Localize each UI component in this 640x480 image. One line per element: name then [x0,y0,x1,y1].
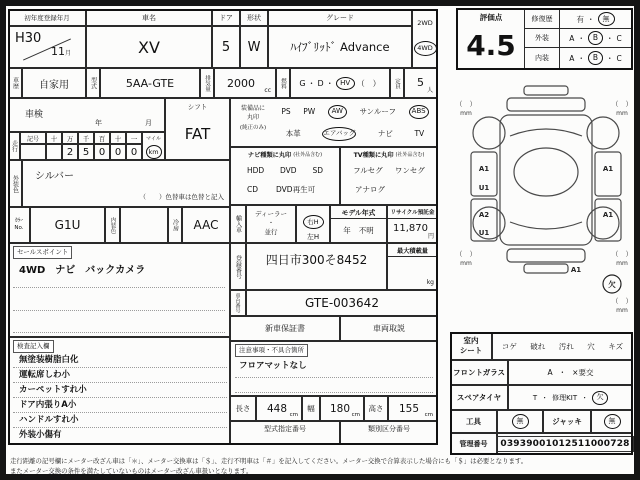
dotted-line [235,392,433,393]
fuel-dot: ・ [325,78,334,88]
evaluation-score-cell [458,10,525,68]
repair-no-circled: 無 [598,12,615,26]
first-registration-cell [8,26,86,68]
management-no-label: 管理番号 [450,433,497,455]
max-load-label: 最大積載量 [388,244,437,257]
color-no-label-line1: ｶﾗｰ [14,217,24,224]
handle-cell [296,205,330,243]
color-no-value: G1U [30,207,105,243]
height-label: 高さ [364,396,388,421]
inspection-note: 運転席しわ小 [13,368,227,383]
grade-c: C [616,33,622,43]
mileage-digit: 5 [78,144,94,160]
interior-grade-b-circled: B [588,51,603,65]
front-glass-label: フロントガラス [450,360,508,385]
dot: ・ [577,53,585,63]
equip-aw-circled: AW [328,105,347,119]
dot: ・ [577,33,585,43]
capacity-label: 定員 [390,68,404,98]
spare-tire-label: スペアタイヤ [450,385,508,410]
tv-fullseg: フルセグ [353,166,383,175]
new-car-warranty-cell: 新車保証書 [230,316,340,341]
dot: ・ [541,393,549,402]
equip-navi: ナビ [377,129,393,138]
registration-no-cell [246,243,387,290]
width-value: 180 [330,403,351,415]
import-dealer: ディーラー [255,210,287,218]
navi-type-sub: (社外品含む) [293,152,323,158]
displacement-unit: cc [264,87,271,94]
navi-type-cell [230,147,340,205]
tv-analog: アナログ [355,185,385,194]
grade-a: A [569,53,575,63]
equip-ps: PS [281,107,291,116]
tv-type-sub: (社外品含む) [395,152,425,158]
handle-left: 左H [306,233,320,242]
inspection-expiry-cell [8,98,165,132]
management-no-value: 03939001012511000728 [496,436,633,452]
seat-label-line2: シート [459,346,483,355]
shift-label: シフト [187,102,208,111]
caution-value: フロアマットなし [239,361,307,371]
rear-bumper-inner [507,249,585,262]
mileage-digit: 0 [126,144,142,160]
ac-label: 冷房 [168,207,182,243]
recycle-deposit-label: リサイクル預託金 [388,206,437,219]
equip-airbag-circled: エアバッグ [322,127,356,141]
tv-row1 [341,161,437,180]
max-load-cell [387,243,438,290]
inspection-notes-tab: 検査記入欄 [13,340,54,353]
color-no-label-line2: No. [14,225,24,231]
height-value: 155 [399,403,420,415]
exterior-color-cell [22,160,230,207]
navi-row1 [231,161,339,180]
classification-cell [340,421,438,445]
handle-right-circled: 右H [303,215,324,229]
fuel-hv-circled: HV [336,77,355,90]
dot: ・ [581,393,589,402]
recycle-deposit-unit: 円 [427,233,434,240]
inspection-notes-list [13,353,227,443]
navi-hdd: HDD [246,166,265,175]
damage-code-rf: A1 [602,165,614,173]
import-label: 輸入車 [230,205,246,243]
exterior-grade-value [560,29,631,48]
shape-value: W [240,26,268,68]
exterior-color-value: シルバー [35,171,75,182]
shift-value: FAT [184,125,211,143]
import-dealer-cell [246,205,296,243]
length-value-cell [256,396,302,421]
dotted-line [13,310,225,311]
fuel-label: 燃料 [276,68,290,98]
equipment-row1 [275,103,435,120]
seat-condition-options [492,332,633,360]
seat-burn: コゲ [501,341,517,351]
import-parallel: 並行 [264,228,278,236]
dot: ・ [587,14,595,24]
capacity-unit: 人 [426,87,433,94]
equip-sunroof: サンルーフ [359,107,396,116]
fuel-paren: （ ） [356,78,381,88]
model-year-value: 不明 [358,226,374,235]
displacement-value: 2000 [227,77,255,90]
month-number: 11 [51,45,65,58]
fuel-gasoline: G [299,78,306,88]
seat-tear: 破れ [530,341,546,351]
mileage-digit: 0 [94,144,110,160]
evaluation-score-value: 4.5 [466,28,516,62]
navi-dvd: DVD [280,166,297,175]
fuel-diesel: D [317,78,324,88]
chassis-no-label: 車台番号 [230,290,246,316]
shaken-label: 車検 [25,110,44,120]
ac-value: AAC [182,207,230,243]
management-no-cell [497,433,633,455]
color-no-label [8,207,30,243]
inspection-notes-cell [8,337,230,445]
front-bumper-outer [524,86,568,95]
rear-window-line [510,222,582,229]
navi-type-label: ナビ種類に丸印 [247,152,292,159]
equip-tv: TV [414,129,425,138]
spare-tire-options [508,385,633,410]
mileage-unit-cell [142,132,165,160]
inspection-note: 外装小傷有 [19,430,62,440]
length-value: 448 [267,403,288,415]
corner-paren-bl: （ ） [455,250,477,258]
damage-code-lf2: U1 [478,184,490,192]
footer-note-line2: またメーター交換の条件を満たしていないものはメーター改ざん車扱いとなります。 [10,467,253,475]
shaken-year-label: 年 [95,119,102,127]
navi-sd: SD [312,166,324,175]
corner-paren-br: （ ） [611,250,633,258]
equipment-row2 [275,125,435,142]
model-year-label: モデル年式 [331,206,386,219]
model-code-label: 型式 [86,68,100,98]
roof-panel [514,148,578,196]
inspection-note: ハンドルすれ小 [13,413,227,428]
equip-pw: PW [303,107,316,116]
vehicle-damage-diagram [452,72,636,334]
corner-paren-extra: （ ） [611,297,633,305]
tv-oneseg: ワンセグ [394,166,425,175]
repair-yes: 有 [576,14,584,24]
navi-cd: CD [247,185,259,194]
mileage-digit: 0 [110,144,126,160]
model-code-value: 5AA-GTE [100,68,200,98]
front-glass-options [508,360,633,385]
width-value-cell [320,396,364,421]
damage-code-rr: A1 [602,211,614,219]
inspection-note: カーペットすれ小 [13,383,227,398]
displacement-cell [214,68,276,98]
right-front-door-panel [595,152,621,196]
tv-type-label: TV種類に丸印 [353,152,394,159]
spare-repair-kit: 修理KIT [552,393,578,402]
dot: ・ [605,33,614,43]
inspection-note: 無塗装樹脂白化 [13,353,227,368]
length-label: 長さ [230,396,256,421]
mileage-digit: 2 [62,144,78,160]
mileage-digit [46,144,62,160]
width-unit: cm [351,412,360,418]
tool-none-circled: 無 [512,414,529,429]
recycle-deposit-value: 11,870 [393,223,428,234]
tool-value [497,410,543,433]
windshield-line [510,129,582,136]
capacity-cell [404,68,438,98]
sales-point-cell [8,243,230,337]
model-year-unit: 年 [343,226,351,235]
shape-header: 形状 [240,9,268,26]
first-registration-month [51,45,71,58]
seat-label-line1: 室内 [463,336,479,346]
mileage-digit-header: 十 [46,132,62,144]
drive-4wd-circled: 4WD [414,41,437,56]
grade-header: グレード [268,9,412,26]
jack-value [591,410,633,433]
navi-dvd-playable: DVD再生可 [276,185,316,194]
history-label: 車歴 [8,68,22,98]
fuel-cell [290,68,390,98]
sales-point-value: 4WD ナビ バックカメラ [19,265,146,276]
history-value: 自家用 [22,68,86,98]
interior-color-value [120,207,168,243]
right-rear-door-panel [595,199,621,241]
classification-label: 類別区分番号 [368,424,410,433]
shaken-month-label: 月 [145,119,152,127]
corner-mm-bl: mm [460,260,472,267]
exterior-color-note: （ ）色替車は色替と記入 [139,193,224,201]
max-load-unit: kg [426,279,434,286]
sales-point-tab: セールスポイント [13,246,72,259]
tv-row2 [341,180,437,199]
corner-mm-extra: mm [616,307,628,314]
equipment-label-line2: 丸印 [246,114,259,121]
height-value-cell [388,396,438,421]
mileage-sign-header: 記号 [20,132,46,144]
interior-color-label: 内装色 [105,207,120,243]
door-value: 5 [212,26,240,68]
repair-history-value [560,10,631,29]
front-bumper-inner [507,98,585,111]
seat-dirt: 汚れ [558,341,574,351]
footer-note-line1: 走行距離の記号欄にメーター改ざん車は「＊」、メーター交換車は「＄」、走行不明車は「＃」を記入してください。メーター交換で合算表示した場合にも「＄」は必要となります。 [10,457,528,465]
dotted-line [13,332,225,333]
tv-type-cell [340,147,438,205]
seat-hole: 穴 [587,341,595,351]
corner-paren-tr: （ ） [611,100,633,108]
type-designation-cell [230,421,340,445]
mileage-unit-km-circled: km [146,145,162,159]
corner-paren-tl: （ ） [455,100,477,108]
corner-mm-br: mm [616,260,628,267]
dot: ・ [605,53,614,63]
mileage-unit-mile: マイル [146,136,161,142]
tool-label: 工具 [450,410,497,433]
month-unit: 月 [65,50,72,57]
damage-code-lr: A2 [478,211,490,219]
displacement-label: 排気量 [200,68,214,98]
length-unit: cm [289,412,298,418]
dotted-line [235,377,433,378]
evaluation-score-label: 評価点 [479,13,503,22]
fuel-dot: ・ [307,78,316,88]
grade-c: C [616,53,622,63]
interior-grade-value [560,48,631,68]
damage-code-rear: A1 [570,266,582,274]
grade-value: ﾊｲﾌﾞﾘｯﾄﾞ Advance [268,26,412,68]
mileage-digit-header: 一 [126,132,142,144]
jack-label: ジャッキ [543,410,591,433]
seat-scratch: キズ [608,341,624,351]
spare-t: T [532,393,538,402]
spare-missing-circled: 欠 [592,391,608,405]
mileage-label: 走行 [8,132,20,160]
car-name-header: 車名 [86,9,212,26]
drive-2wd: 2WD [417,19,433,27]
equip-leather: 本革 [285,129,301,138]
repair-history-label: 修復歴 [525,10,560,29]
shift-cell [165,98,230,160]
missing-part-mark: 欠 [608,280,616,289]
mileage-digit-header: 十 [110,132,126,144]
jack-none-circled: 無 [604,414,621,429]
vehicle-manual-cell: 車両取説 [340,316,438,341]
chassis-no-value: GTE-003642 [246,290,438,316]
recycle-deposit-cell [387,205,438,243]
dotted-line [13,287,225,288]
model-year-cell [330,205,387,243]
mileage-digit-header: 万 [62,132,78,144]
door-header: ドア [212,9,240,26]
glass-a: A [547,368,553,377]
exterior-color-label: 外装色 [8,160,22,207]
damage-code-lf: A1 [478,165,490,173]
registration-no-label: 登録番号 [230,243,246,290]
equip-abs-circled: ABS [409,105,429,119]
mileage-digit-header: 百 [94,132,110,144]
caution-tab: 注意事項・不具合箇所 [235,344,308,357]
equipment-label [231,103,275,131]
type-designation-label: 型式指定番号 [264,424,306,433]
height-unit: cm [424,412,433,418]
corner-mm-tr: mm [616,110,628,117]
exterior-grade-label: 外装 [525,29,560,48]
drive-type-cell [412,9,438,68]
import-dot: ・ [267,220,274,227]
exterior-grade-b-circled: B [588,31,603,45]
corner-mm-tl: mm [460,110,472,117]
equipment-cell [230,98,438,147]
navi-row2 [231,180,339,199]
caution-cell [230,341,438,396]
grade-a: A [569,33,575,43]
glass-replace: ×要交 [572,368,594,377]
dot: ・ [558,368,567,377]
interior-grade-label: 内装 [525,48,560,68]
mileage-digit-header: 千 [78,132,94,144]
mileage-sign-value [20,144,46,160]
equipment-label-line3: (純正のみ) [239,125,267,131]
capacity-value: 5 [417,76,424,89]
first-registration-header: 初年度登録年月 [8,9,86,26]
registration-no-value: 四日市300そ8452 [265,252,368,267]
width-label: 幅 [302,396,320,421]
rear-bumper-outer [524,264,568,273]
first-registration-era: H30 [15,31,42,46]
seat-label-cell [450,332,492,360]
evaluation-box [456,8,633,70]
inspection-note: ドア内張りA小 [13,398,227,413]
car-name-value: XV [86,26,212,68]
damage-code-lr2: U1 [478,229,490,237]
equipment-label-line1: 装備品に [240,105,265,112]
